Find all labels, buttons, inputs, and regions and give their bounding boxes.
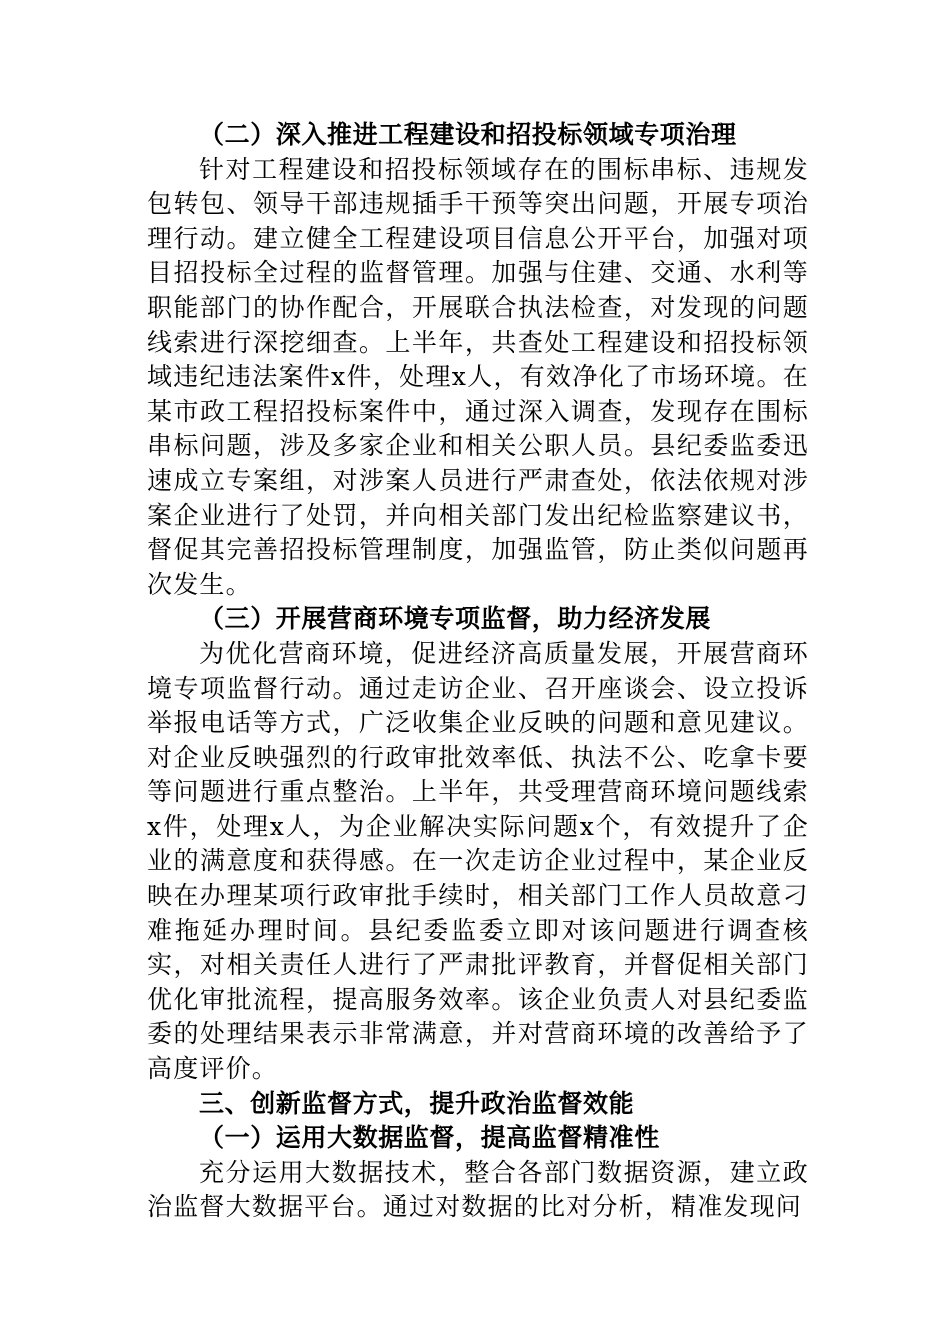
- body-paragraph: 针对工程建设和招投标领域存在的围标串标、违规发包转包、领导干部违规插手干预等突出问题，开展专项治理行动。建立健全工程建设项目信息公开平台，加强对项目招投标全过程的监督管理。加强与住建、交通、水利等职能部门的协作配合，开展联合执法检查，对发现的问题线索进行深挖细查。上半年，共查处工程建设和招投标领域违纪违法案件x件，处理x人，有效净化了市场环境。在某市政工程招投标案件中，通过深入调查，发现存在围标串标问题，涉及多家企业和相关公职人员。县纪委监委迅速成立专案组，对涉案人员进行严肃查处，依法依规对涉案企业进行了处罚，并向相关部门发出纪检监察建议书，督促其完善招投标管理制度，加强监管，防止类似问题再次发生。: [147, 154, 809, 599]
- body-paragraph: 为优化营商环境，促进经济高质量发展，开展营商环境专项监督行动。通过走访企业、召开座谈会、设立投诉举报电话等方式，广泛收集企业反映的问题和意见建议。对企业反映强烈的行政审批效率低、执法不公、吃拿卡要等问题进行重点整治。上半年，共受理营商环境问题线索x件，处理x人，为企业解决实际问题x个，有效提升了企业的满意度和获得感。在一次走访企业过程中，某企业反映在办理某项行政审批手续时，相关部门工作人员故意刁难拖延办理时间。县纪委监委立即对该问题进行调查核实，对相关责任人进行了严肃批评教育，并督促相关部门优化审批流程，提高服务效率。该企业负责人对县纪委监委的处理结果表示非常满意，并对营商环境的改善给予了高度评价。: [147, 638, 809, 1084]
- section-subheading: （一）运用大数据监督，提高监督精准性: [199, 1123, 660, 1153]
- document-body: [147, 118, 809, 1225]
- section-subheading: （三）开展营商环境专项监督，助力经济发展: [199, 604, 712, 634]
- body-paragraph: 充分运用大数据技术，整合各部门数据资源，建立政治监督大数据平台。通过对数据的比对分析，精准发现问: [147, 1157, 809, 1222]
- section-heading: 三、创新监督方式，提升政治监督效能: [199, 1088, 635, 1118]
- section-subheading: （二）深入推进工程建设和招投标领域专项治理: [199, 120, 737, 149]
